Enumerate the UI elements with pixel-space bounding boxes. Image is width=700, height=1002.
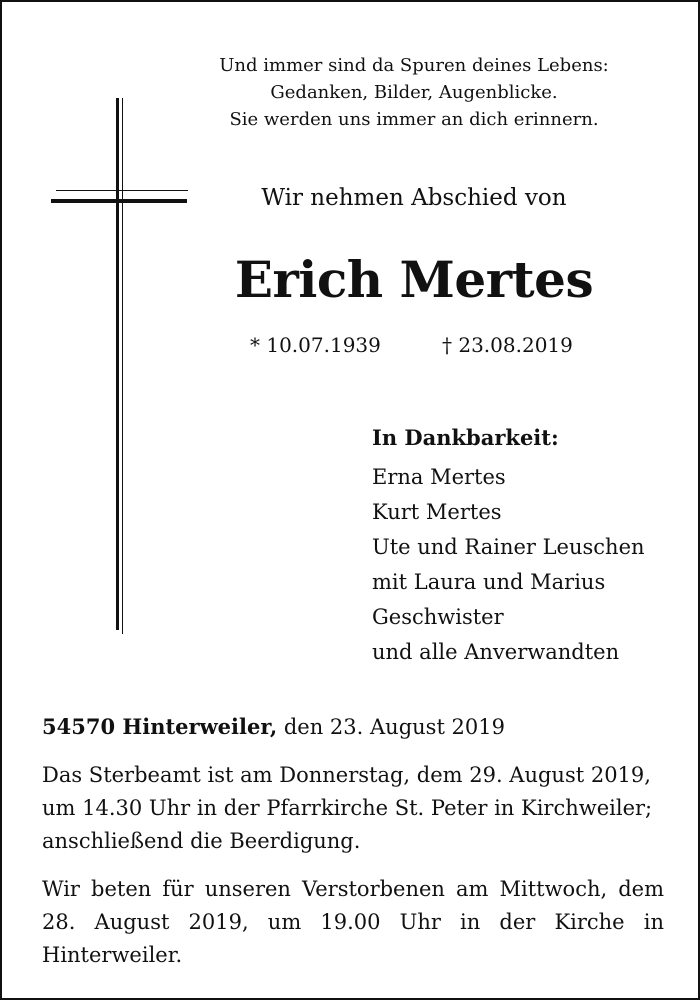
service-line: um 14.30 Uhr in der Pfarrkirche St. Peter in Kirchweiler; [42, 796, 653, 820]
place-date-line [42, 710, 664, 744]
service-line: Das Sterbeamt ist am Donnerstag, dem 29. August 2019, [42, 763, 651, 787]
notice-date: den 23. August 2019 [277, 715, 505, 739]
funeral-service-info [42, 759, 664, 858]
deceased-name: Erich Mertes [234, 250, 594, 309]
farewell-intro: Wir nehmen Abschied von [261, 185, 567, 211]
mourner-name: Geschwister [372, 605, 504, 629]
birth-date: * 10.07.1939 [250, 333, 381, 357]
mourner-name: Ute und Rainer Leuschen [372, 535, 645, 559]
mourner-name: Erna Mertes [372, 465, 506, 489]
mourner-name: und alle Anverwandten [372, 640, 620, 664]
place-name: 54570 Hinterweiler, [42, 714, 278, 739]
quote-line: Gedanken, Bilder, Augenblicke. [270, 82, 558, 103]
quote-line: Und immer sind da Spuren deines Lebens: [219, 55, 609, 76]
mourner-name: Kurt Mertes [372, 500, 502, 524]
death-date: † 23.08.2019 [442, 333, 573, 357]
mourner-name: mit Laura und Marius [372, 570, 606, 594]
prayer-service-info: Wir beten für unseren Verstorbenen am Mittwoch, dem 28. August 2019, um 19.00 Uhr in der Kirche in Hinterweiler. [42, 877, 664, 967]
service-line: anschließend die Beerdigung. [42, 829, 361, 853]
mourners-heading: In Dankbarkeit: [372, 425, 559, 450]
quote-line: Sie werden uns immer an dich erinnern. [229, 109, 599, 130]
mourners-list [372, 420, 645, 670]
memorial-quote [182, 52, 646, 133]
